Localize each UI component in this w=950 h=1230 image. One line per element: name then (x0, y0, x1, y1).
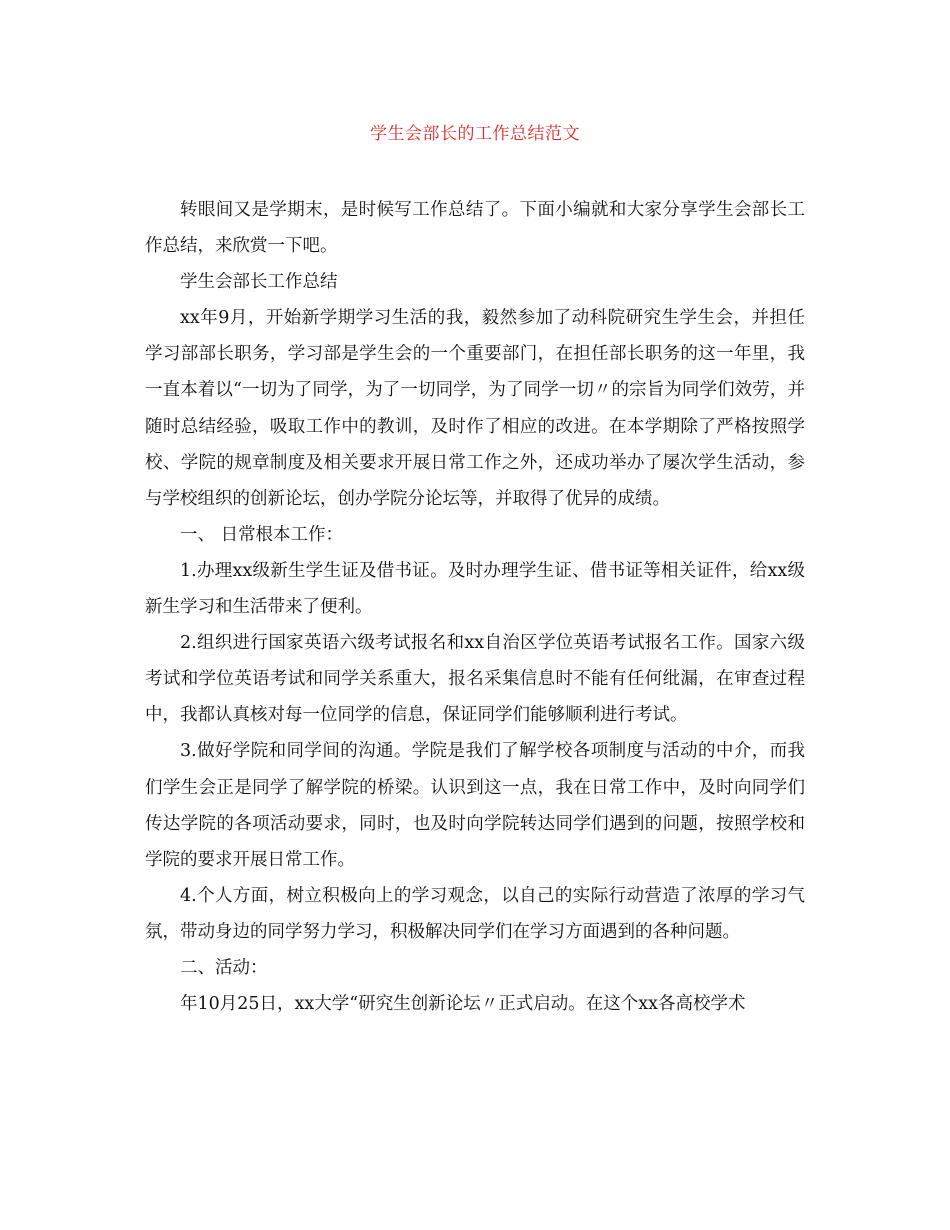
list-item: 3.做好学院和同学间的沟通。学院是我们了解学校各项制度与活动的中介，而我们学生会正是同学了解学院的桥梁。认识到这一点，我在日常工作中，及时向同学们传达学院的各项活动要求，同时，也及时向学院转达同学们遇到的问题，按照学校和学院的要求开展日常工作。 (145, 741, 805, 870)
document-title: 学生会部长的工作总结范文 (370, 124, 580, 144)
paragraph: xx年9月，开始新学期学习生活的我，毅然参加了动科院研究生学生会，并担任学习部部长职务，学习部是学生会的一个重要部门，在担任部长职务的这一年里，我一直本着以“一切为了同学，为了一切同学，为了同学一切〃的宗旨为同学们效劳，并随时总结经验，吸取工作中的教训，及时作了相应的改进。在本学期除了严格按照学校、学院的规章制度及相关要求开展日常工作之外，还成功举办了屡次学生活动，参与学校组织的创新论坛，创办学院分论坛等，并取得了优异的成绩。 (145, 308, 805, 509)
paragraph: 年10月25日，xx大学“研究生创新论坛〃正式启动。在这个xx各高校学术 (180, 994, 746, 1015)
list-item: 1.办理xx级新生学生证及借书证。及时办理学生证、借书证等相关证件，给xx级新生学习和生活带来了便利。 (145, 560, 805, 618)
paragraph: 转眼间又是学期末，是时候写工作总结了。下面小编就和大家分享学生会部长工作总结，来欣赏一下吧。 (145, 200, 805, 257)
section-heading: 一、 日常根本工作： (180, 524, 344, 545)
document-body (145, 192, 805, 1022)
section-heading: 学生会部长工作总结 (180, 272, 338, 293)
list-item: 2.组织进行国家英语六级考试报名和xx自治区学位英语考试报名工作。国家六级考试和学位英语考试和同学关系重大，报名采集信息时不能有任何纰漏，在审查过程中，我都认真核对每一位同学的信息，保证同学们能够顺利进行考试。 (145, 633, 805, 726)
section-heading: 二、活动： (180, 957, 268, 978)
list-item: 4.个人方面，树立积极向上的学习观念，以自己的实际行动营造了浓厚的学习气氛，带动身边的同学努力学习，积极解决同学们在学习方面遇到的各种问题。 (145, 885, 805, 942)
